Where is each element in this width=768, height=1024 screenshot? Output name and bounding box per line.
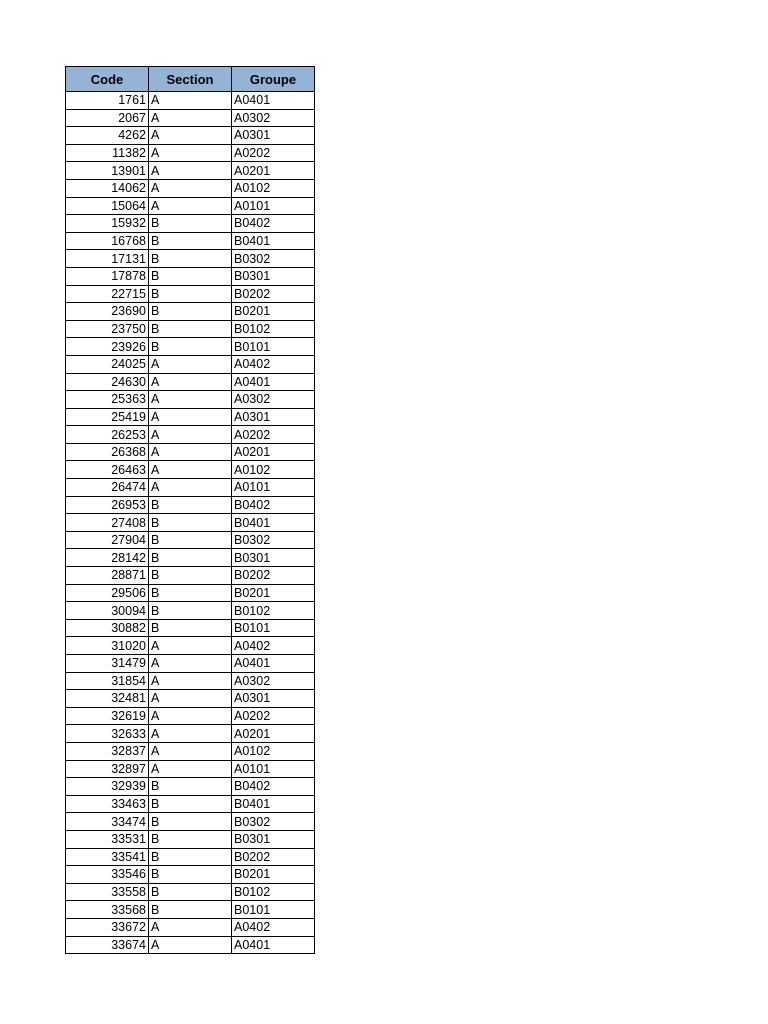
section-cell: A [149,742,232,760]
code-cell: 17878 [66,267,149,285]
table-row [66,179,315,197]
table-row [66,391,315,409]
section-cell: B [149,250,232,268]
section-cell: A [149,672,232,690]
code-cell: 30094 [66,602,149,620]
section-cell: B [149,215,232,233]
table-row [66,637,315,655]
groupe-cell: B0401 [232,514,315,532]
table-row [66,162,315,180]
groupe-cell: B0402 [232,496,315,514]
table-row [66,514,315,532]
table-row [66,267,315,285]
code-cell: 29506 [66,584,149,602]
code-cell: 33672 [66,918,149,936]
section-cell: A [149,637,232,655]
table-row [66,813,315,831]
table-row [66,707,315,725]
table-row [66,602,315,620]
table-row [66,285,315,303]
groupe-cell: A0401 [232,655,315,673]
table-row [66,461,315,479]
groupe-cell: A0302 [232,672,315,690]
table-row [66,918,315,936]
section-cell: B [149,285,232,303]
code-cell: 24630 [66,373,149,391]
table-row [66,848,315,866]
code-cell: 4262 [66,127,149,145]
section-cell: B [149,866,232,884]
code-cell: 32619 [66,707,149,725]
groupe-cell: A0201 [232,162,315,180]
code-cell: 32939 [66,778,149,796]
groupe-cell: A0401 [232,92,315,110]
table-row [66,690,315,708]
groupe-cell: A0202 [232,426,315,444]
section-cell: B [149,830,232,848]
table-row [66,795,315,813]
groupe-cell: B0402 [232,778,315,796]
table-row [66,215,315,233]
code-cell: 33463 [66,795,149,813]
code-cell: 26253 [66,426,149,444]
groupe-cell: B0101 [232,619,315,637]
code-cell: 33531 [66,830,149,848]
groupe-cell: A0101 [232,479,315,497]
section-cell: A [149,707,232,725]
table-row [66,496,315,514]
table-row [66,127,315,145]
section-cell: B [149,496,232,514]
groupe-cell: A0302 [232,391,315,409]
table-row [66,109,315,127]
code-cell: 32633 [66,725,149,743]
code-cell: 33674 [66,936,149,954]
code-cell: 32897 [66,760,149,778]
code-cell: 17131 [66,250,149,268]
section-cell: A [149,144,232,162]
code-cell: 2067 [66,109,149,127]
section-cell: B [149,232,232,250]
column-header-code: Code [66,67,149,92]
section-cell: B [149,883,232,901]
groupe-cell: B0202 [232,285,315,303]
groupe-cell: A0301 [232,408,315,426]
table-body [66,92,315,954]
groupe-cell: B0402 [232,215,315,233]
column-header-section: Section [149,67,232,92]
code-cell: 1761 [66,92,149,110]
code-cell: 33474 [66,813,149,831]
table-row [66,232,315,250]
table-row [66,355,315,373]
groupe-cell: B0302 [232,531,315,549]
code-cell: 26953 [66,496,149,514]
section-cell: B [149,267,232,285]
code-cell: 16768 [66,232,149,250]
section-cell: A [149,355,232,373]
table-row [66,320,315,338]
groupe-cell: B0201 [232,584,315,602]
table-row [66,901,315,919]
section-cell: A [149,127,232,145]
table-row [66,567,315,585]
section-cell: B [149,320,232,338]
section-cell: B [149,531,232,549]
groupe-cell: A0302 [232,109,315,127]
groupe-cell: B0302 [232,813,315,831]
code-cell: 23926 [66,338,149,356]
section-cell: A [149,443,232,461]
groupe-cell: A0401 [232,373,315,391]
groupe-cell: A0101 [232,760,315,778]
table-row [66,549,315,567]
section-cell: A [149,373,232,391]
section-cell: B [149,584,232,602]
code-cell: 33558 [66,883,149,901]
table-row [66,936,315,954]
table-row [66,408,315,426]
section-cell: B [149,795,232,813]
table-row [66,672,315,690]
section-cell: B [149,338,232,356]
section-cell: A [149,918,232,936]
section-cell: B [149,602,232,620]
code-cell: 13901 [66,162,149,180]
groupe-cell: A0101 [232,197,315,215]
table-header [66,67,315,92]
section-cell: A [149,92,232,110]
groupe-cell: A0401 [232,936,315,954]
section-cell: B [149,567,232,585]
table-row [66,479,315,497]
code-cell: 15064 [66,197,149,215]
code-cell: 24025 [66,355,149,373]
table-row [66,303,315,321]
section-cell: B [149,901,232,919]
table-row [66,742,315,760]
groupe-cell: B0401 [232,232,315,250]
section-cell: B [149,813,232,831]
table-row [66,778,315,796]
section-cell: A [149,725,232,743]
groupe-cell: A0201 [232,443,315,461]
code-cell: 31020 [66,637,149,655]
groupe-cell: B0101 [232,338,315,356]
code-cell: 27408 [66,514,149,532]
code-cell: 28871 [66,567,149,585]
table-row [66,531,315,549]
groupe-cell: B0101 [232,901,315,919]
groupe-cell: A0301 [232,690,315,708]
section-cell: A [149,479,232,497]
code-cell: 25363 [66,391,149,409]
code-cell: 23750 [66,320,149,338]
code-cell: 31479 [66,655,149,673]
section-cell: B [149,549,232,567]
section-cell: B [149,778,232,796]
code-cell: 33541 [66,848,149,866]
groupe-cell: B0301 [232,267,315,285]
groupe-cell: B0102 [232,602,315,620]
column-header-groupe: Groupe [232,67,315,92]
code-cell: 32481 [66,690,149,708]
code-cell: 26474 [66,479,149,497]
data-table [65,66,315,954]
groupe-cell: A0102 [232,179,315,197]
groupe-cell: B0301 [232,830,315,848]
table-row [66,443,315,461]
code-cell: 31854 [66,672,149,690]
groupe-cell: A0402 [232,355,315,373]
table-row [66,426,315,444]
code-cell: 33546 [66,866,149,884]
section-cell: A [149,655,232,673]
table-row [66,866,315,884]
groupe-cell: A0301 [232,127,315,145]
table-row [66,725,315,743]
groupe-cell: B0201 [232,303,315,321]
code-cell: 22715 [66,285,149,303]
code-cell: 14062 [66,179,149,197]
code-cell: 30882 [66,619,149,637]
table-row [66,830,315,848]
section-cell: B [149,514,232,532]
code-cell: 28142 [66,549,149,567]
code-cell: 33568 [66,901,149,919]
table-row [66,144,315,162]
table-row [66,92,315,110]
groupe-cell: B0102 [232,320,315,338]
groupe-cell: A0102 [232,742,315,760]
groupe-cell: A0102 [232,461,315,479]
code-cell: 23690 [66,303,149,321]
table-row [66,584,315,602]
table-row [66,197,315,215]
code-cell: 27904 [66,531,149,549]
section-cell: B [149,619,232,637]
code-cell: 26463 [66,461,149,479]
groupe-cell: B0401 [232,795,315,813]
groupe-cell: B0301 [232,549,315,567]
section-cell: A [149,461,232,479]
table-row [66,373,315,391]
table-row [66,883,315,901]
groupe-cell: A0402 [232,918,315,936]
section-cell: A [149,179,232,197]
groupe-cell: A0202 [232,144,315,162]
table-row [66,760,315,778]
section-cell: A [149,426,232,444]
groupe-cell: A0202 [232,707,315,725]
section-cell: A [149,760,232,778]
section-cell: A [149,109,232,127]
groupe-cell: B0202 [232,567,315,585]
table-row [66,619,315,637]
groupe-cell: B0201 [232,866,315,884]
groupe-cell: B0102 [232,883,315,901]
section-cell: A [149,408,232,426]
table-row [66,250,315,268]
code-cell: 25419 [66,408,149,426]
groupe-cell: B0202 [232,848,315,866]
section-cell: A [149,391,232,409]
section-cell: A [149,197,232,215]
section-cell: A [149,936,232,954]
groupe-cell: A0402 [232,637,315,655]
section-cell: A [149,162,232,180]
groupe-cell: B0302 [232,250,315,268]
code-cell: 15932 [66,215,149,233]
code-cell: 32837 [66,742,149,760]
section-cell: B [149,848,232,866]
section-cell: B [149,303,232,321]
section-cell: A [149,690,232,708]
code-cell: 26368 [66,443,149,461]
header-row [66,67,315,92]
groupe-cell: A0201 [232,725,315,743]
code-cell: 11382 [66,144,149,162]
table-row [66,338,315,356]
table-row [66,655,315,673]
